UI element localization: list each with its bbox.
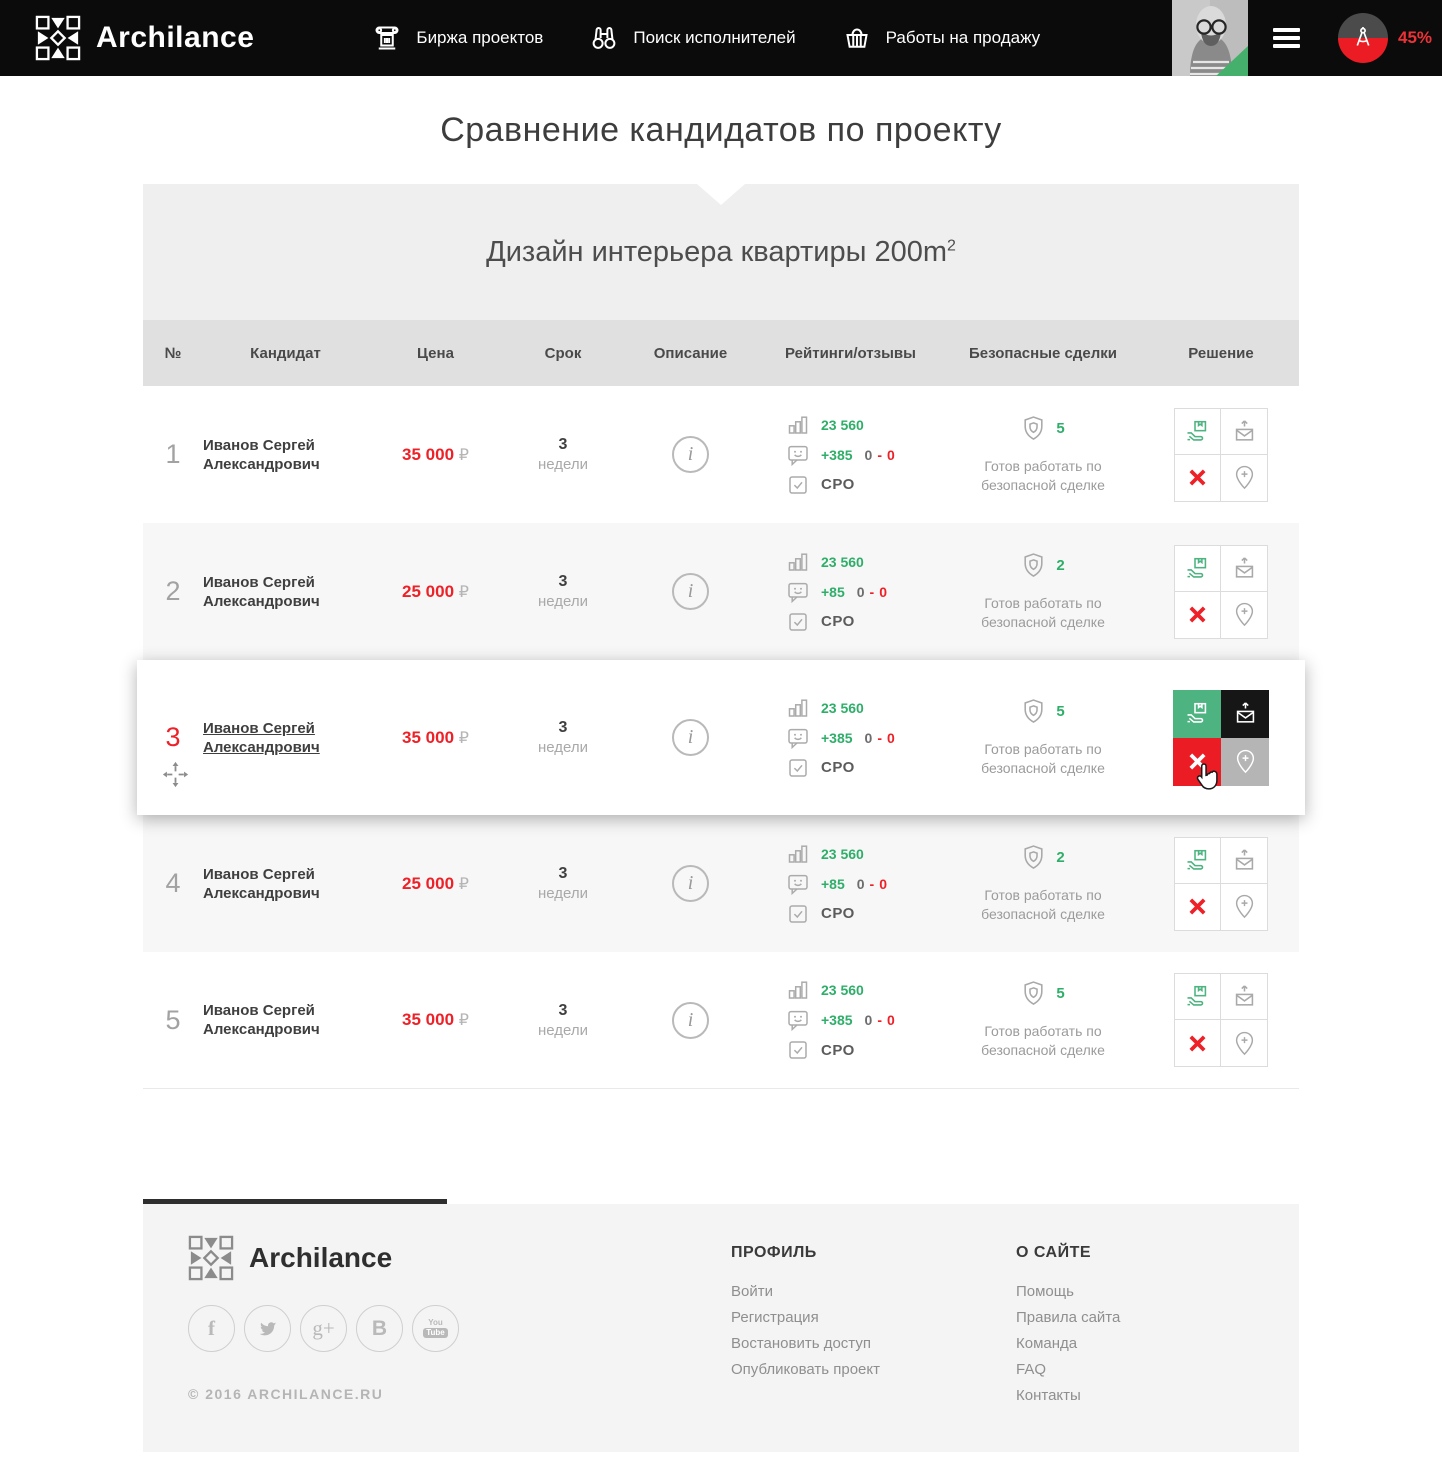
- decision-buttons: [1174, 973, 1268, 1067]
- footer-about-column: [1016, 1244, 1120, 1413]
- safe-deals-cell: [943, 415, 1143, 495]
- ruble-sign: ₽: [458, 1012, 469, 1029]
- col-candidate: Кандидат: [250, 344, 321, 362]
- hand-box-icon: [1185, 984, 1210, 1009]
- top-header: [0, 0, 1442, 76]
- ratings-cell: 23 560 +385 0 - 0 СРО: [758, 972, 943, 1068]
- accept-deal-button[interactable]: [1174, 408, 1221, 455]
- footer-heading-about: О САЙТЕ: [1016, 1244, 1092, 1261]
- project-title-text: Дизайн интерьера квартиры 200m: [486, 235, 948, 268]
- send-message-button[interactable]: [1221, 408, 1268, 455]
- rating-total: 23 560: [821, 982, 864, 998]
- hand-box-icon: [1185, 556, 1210, 581]
- cross-icon: [1185, 602, 1210, 627]
- rating-total: 23 560: [821, 416, 864, 433]
- reviews-negative: 0: [879, 583, 888, 600]
- reviews-positive: +85: [821, 875, 845, 892]
- safe-deals-cell: [943, 844, 1143, 924]
- bird-icon: [257, 1318, 279, 1340]
- col-safe-deals: Безопасные сделки: [969, 344, 1117, 362]
- table-row-active[interactable]: [137, 660, 1305, 815]
- footer-profile-column: [731, 1244, 880, 1387]
- deals-count: 5: [1056, 702, 1065, 720]
- nav-label: Работы на продажу: [885, 28, 1041, 47]
- info-icon[interactable]: i: [672, 719, 709, 756]
- reject-button[interactable]: [1174, 1020, 1221, 1067]
- certificate-label: СРО: [821, 1041, 855, 1059]
- certificate-label: СРО: [821, 759, 855, 776]
- row-number: 2: [165, 576, 181, 606]
- table-row: [143, 952, 1299, 1089]
- reviews-icon: [786, 726, 810, 750]
- info-icon[interactable]: i: [672, 1002, 709, 1039]
- ruble-sign: ₽: [458, 446, 469, 464]
- reject-button[interactable]: [1174, 592, 1221, 639]
- send-message-button[interactable]: [1221, 545, 1268, 592]
- bank-icon: [372, 23, 402, 53]
- col-number: №: [164, 344, 182, 362]
- add-pin-button[interactable]: [1221, 1020, 1268, 1067]
- price-cell: 25 000 ₽: [402, 873, 469, 893]
- safe-deals-cell: [943, 552, 1143, 632]
- project-title-sup: 2: [947, 236, 956, 254]
- rating-total: 23 560: [821, 845, 864, 862]
- vkontakte-icon[interactable]: В: [356, 1305, 403, 1352]
- accept-deal-button[interactable]: [1174, 973, 1221, 1020]
- candidate-name: Иванов Сергей Александрович: [203, 436, 320, 473]
- reject-button[interactable]: [1174, 455, 1221, 502]
- reviews-neutral: 0: [864, 446, 873, 463]
- brand[interactable]: [35, 15, 254, 61]
- footer-link-faq[interactable]: FAQ: [1016, 1361, 1047, 1378]
- term-cell: 3 недели: [537, 1001, 589, 1039]
- reviews-positive: +85: [821, 583, 845, 600]
- shield-icon: [1021, 552, 1046, 579]
- main-nav: [372, 23, 1040, 53]
- archilance-logo-icon: [188, 1235, 234, 1281]
- term-cell: 3 недели: [537, 436, 589, 473]
- add-pin-button[interactable]: [1221, 884, 1268, 931]
- avatar-photo: [1172, 0, 1248, 76]
- nav-item-project-exchange[interactable]: [372, 23, 543, 53]
- ratings-cell: 23 560 +85 0 - 0 СРО: [758, 544, 943, 640]
- info-icon[interactable]: i: [672, 865, 709, 902]
- nav-label: Биржа проектов: [416, 28, 544, 47]
- cross-icon: [1185, 465, 1210, 490]
- envelope-up-icon: [1232, 419, 1257, 444]
- safe-deals-cell: [943, 698, 1143, 778]
- reviews-positive: +385: [821, 729, 853, 746]
- page-title: Сравнение кандидатов по проекту: [440, 110, 1002, 149]
- cross-icon: [1185, 894, 1210, 919]
- price-cell: 25 000 ₽: [402, 581, 469, 601]
- row-number: 3: [165, 722, 181, 752]
- cross-icon: [1185, 1031, 1210, 1056]
- send-message-button[interactable]: [1221, 837, 1268, 884]
- footer-link-help[interactable]: Помощь: [1016, 1283, 1074, 1300]
- certificate-label: СРО: [821, 905, 855, 922]
- project-banner: [143, 184, 1299, 320]
- profile-progress-badge[interactable]: [1338, 13, 1388, 63]
- price-cell: 35 000 ₽: [402, 727, 469, 747]
- deals-count: 5: [1056, 985, 1065, 1002]
- col-price: Цена: [417, 344, 454, 362]
- deals-count: 2: [1056, 848, 1065, 866]
- safe-deals-cell: [943, 980, 1143, 1060]
- footer-link-restore-access[interactable]: Востановить доступ: [731, 1335, 871, 1352]
- reviews-neutral: 0: [856, 875, 865, 892]
- candidate-name: Иванов Сергей Александрович: [203, 719, 320, 756]
- add-pin-button[interactable]: [1221, 592, 1268, 639]
- envelope-up-icon: [1232, 848, 1257, 873]
- footer-link-contacts[interactable]: Контакты: [1016, 1387, 1081, 1404]
- send-message-button[interactable]: [1221, 690, 1269, 738]
- row-number: 5: [165, 1004, 181, 1035]
- candidate-name: Иванов Сергей Александрович: [203, 865, 320, 902]
- reviews-icon: [786, 1008, 810, 1032]
- envelope-up-icon: [1233, 701, 1258, 726]
- deals-text: Готов работать по безопасной сделке: [981, 457, 1105, 493]
- shield-icon: [1021, 980, 1046, 1007]
- twitter-icon[interactable]: [244, 1305, 291, 1352]
- reviews-neutral: 0: [856, 583, 865, 600]
- ruble-sign: ₽: [458, 875, 469, 893]
- ratings-cell: 23 560 +385 0 - 0 СРО: [758, 407, 943, 503]
- pin-plus-icon: [1232, 1031, 1257, 1056]
- table-row: [143, 386, 1299, 523]
- term-cell: 3 недели: [537, 719, 589, 756]
- info-icon[interactable]: i: [672, 436, 709, 473]
- price-cell: 35 000 ₽: [402, 444, 469, 464]
- content-spacer: [143, 1089, 1299, 1204]
- reviews-neutral: 0: [864, 1012, 873, 1028]
- bar-chart-icon: [786, 978, 810, 1002]
- binoculars-icon: [589, 23, 619, 53]
- checkbox-icon: [786, 473, 810, 497]
- copyright: © 2016 ARCHILANCE.RU: [188, 1386, 384, 1402]
- footer-link-rules[interactable]: Правила сайта: [1016, 1309, 1121, 1326]
- table-row: [143, 815, 1299, 952]
- brand-name: Archilance: [96, 21, 255, 54]
- candidate-name: Иванов Сергей Александрович: [203, 1002, 320, 1038]
- checkbox-icon: [786, 756, 810, 780]
- decision-buttons: [1174, 408, 1268, 502]
- checkbox-icon: [786, 610, 810, 634]
- bar-chart-icon: [786, 550, 810, 574]
- footer-link-login[interactable]: Войти: [731, 1283, 773, 1300]
- send-message-button[interactable]: [1221, 973, 1268, 1020]
- candidate-name: Иванов Сергей Александрович: [203, 573, 320, 610]
- ruble-sign: ₽: [458, 583, 469, 601]
- reviews-negative: 0: [887, 729, 895, 746]
- footer-brand[interactable]: [188, 1235, 392, 1281]
- reviews-negative: 0: [879, 875, 888, 892]
- shield-icon: [1021, 844, 1046, 871]
- social-links: [188, 1305, 459, 1352]
- reviews-positive: +385: [821, 1012, 853, 1028]
- deals-text: Готов работать по безопасной сделке: [981, 1023, 1105, 1058]
- nav-label: Поиск исполнителей: [633, 28, 796, 47]
- user-avatar[interactable]: [1172, 0, 1248, 76]
- deals-text: Готов работать по безопасной сделке: [981, 886, 1105, 922]
- col-ratings: Рейтинги/отзывы: [785, 344, 916, 362]
- google-plus-icon[interactable]: g+: [300, 1305, 347, 1352]
- ruble-sign: ₽: [458, 729, 469, 747]
- footer-heading-profile: ПРОФИЛЬ: [731, 1244, 817, 1261]
- row-number: 1: [165, 439, 181, 469]
- checkbox-icon: [786, 1038, 810, 1062]
- pin-plus-icon: [1232, 894, 1257, 919]
- envelope-up-icon: [1232, 984, 1257, 1009]
- hand-box-icon: [1185, 848, 1210, 873]
- envelope-up-icon: [1232, 556, 1257, 581]
- banner-notch: [697, 184, 745, 205]
- col-term: Срок: [544, 344, 582, 362]
- nav-item-works-for-sale[interactable]: [842, 23, 1041, 53]
- bar-chart-icon: [786, 842, 810, 866]
- term-cell: 3 недели: [537, 865, 589, 902]
- pin-plus-icon: [1232, 602, 1257, 627]
- deals-text: Готов работать по безопасной сделке: [981, 740, 1105, 776]
- accept-deal-button[interactable]: [1174, 837, 1221, 884]
- decision-buttons: [1174, 545, 1268, 639]
- pin-plus-icon: [1232, 465, 1257, 490]
- menu-hamburger-icon[interactable]: [1273, 28, 1300, 52]
- certificate-label: СРО: [821, 476, 855, 493]
- reviews-icon: [786, 443, 810, 467]
- term-cell: 3 недели: [537, 573, 589, 610]
- page-footer: [143, 1204, 1299, 1452]
- rating-total: 23 560: [821, 699, 864, 716]
- drafting-compass-icon: [1351, 25, 1375, 51]
- deals-text: Готов работать по безопасной сделке: [981, 594, 1105, 630]
- drag-move-icon[interactable]: [162, 761, 189, 788]
- bar-chart-icon: [786, 413, 810, 437]
- col-description: Описание: [653, 344, 728, 362]
- info-icon[interactable]: i: [672, 573, 709, 610]
- reviews-neutral: 0: [864, 729, 873, 746]
- archilance-logo-icon: [35, 15, 81, 61]
- nav-item-find-performers[interactable]: [589, 23, 795, 53]
- reject-button[interactable]: [1174, 884, 1221, 931]
- reviews-icon: [786, 872, 810, 896]
- accept-deal-button[interactable]: [1173, 690, 1221, 738]
- col-decision: Решение: [1188, 344, 1254, 362]
- profile-progress-percent: 45%: [1398, 28, 1433, 47]
- footer-link-team[interactable]: Команда: [1016, 1335, 1078, 1352]
- footer-brand-name: Archilance: [249, 1242, 393, 1273]
- certificate-label: СРО: [821, 613, 855, 630]
- footer-accent-bar: [143, 1199, 447, 1204]
- add-pin-button[interactable]: [1221, 738, 1269, 786]
- shield-icon: [1021, 698, 1046, 725]
- checkbox-icon: [786, 902, 810, 926]
- deals-count: 5: [1056, 419, 1065, 437]
- row-number: 4: [165, 868, 181, 898]
- rating-total: 23 560: [821, 553, 864, 570]
- reviews-positive: +385: [821, 446, 853, 463]
- reviews-negative: 0: [887, 1012, 895, 1028]
- basket-icon: [842, 23, 872, 53]
- hand-box-icon: [1185, 419, 1210, 444]
- reviews-icon: [786, 580, 810, 604]
- table-row: [143, 523, 1299, 660]
- mouse-cursor-icon: [1195, 762, 1221, 793]
- accept-deal-button[interactable]: [1174, 545, 1221, 592]
- table-header: [143, 320, 1299, 386]
- reviews-negative: 0: [887, 446, 895, 463]
- youtube-icon[interactable]: You Tube: [412, 1305, 459, 1352]
- hand-box-icon: [1185, 701, 1210, 726]
- footer-link-register[interactable]: Регистрация: [731, 1309, 819, 1326]
- ratings-cell: 23 560 +385 0 - 0 СРО: [758, 690, 943, 786]
- decision-buttons: [1173, 690, 1269, 786]
- add-pin-button[interactable]: [1221, 455, 1268, 502]
- footer-link-publish-project[interactable]: Опубликовать проект: [731, 1361, 880, 1378]
- facebook-icon[interactable]: f: [188, 1305, 235, 1352]
- pin-plus-icon: [1233, 749, 1258, 774]
- ratings-cell: 23 560 +85 0 - 0 СРО: [758, 836, 943, 932]
- shield-icon: [1021, 415, 1046, 442]
- deals-count: 2: [1056, 556, 1065, 574]
- decision-buttons: [1174, 837, 1268, 931]
- bar-chart-icon: [786, 696, 810, 720]
- price-cell: 35 000 ₽: [402, 1010, 469, 1029]
- project-title: [486, 236, 956, 269]
- page-title-section: [143, 76, 1299, 184]
